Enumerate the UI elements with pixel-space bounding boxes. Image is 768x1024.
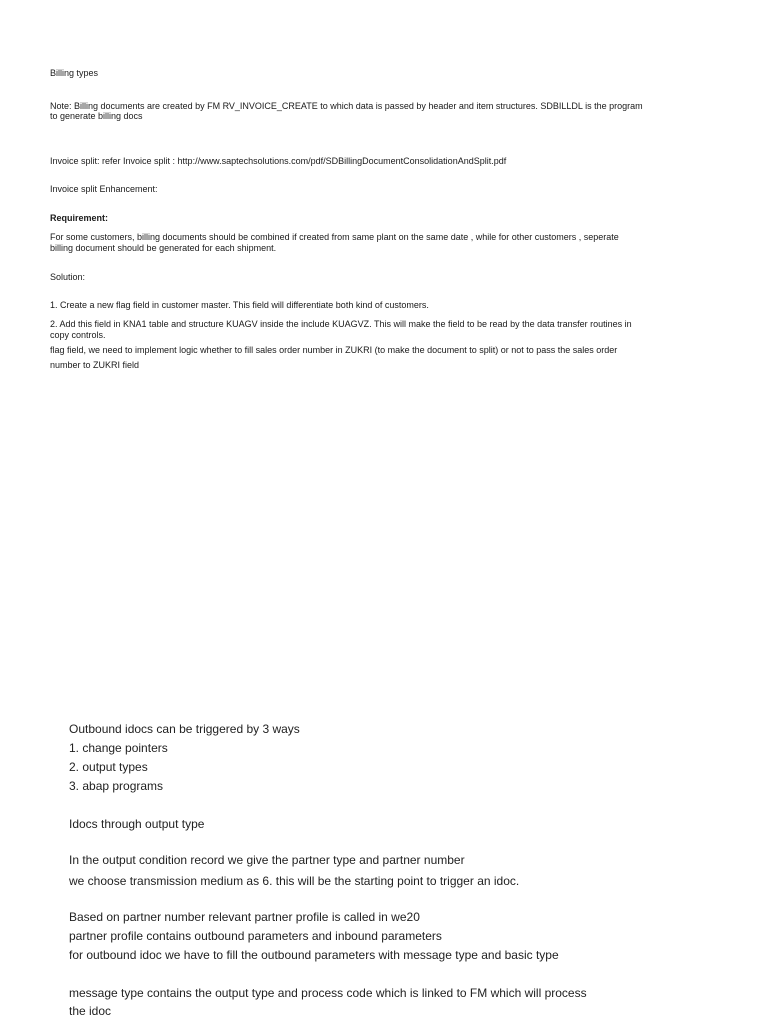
way-output-types: 2. output types	[69, 760, 148, 774]
outbound-idocs-intro: Outbound idocs can be triggered by 3 ways	[69, 722, 300, 736]
invoice-split-reference: Invoice split: refer Invoice split : http://www.saptechsolutions.com/pdf/SDBillingDocumentConsolidationAndSplit.pdf	[50, 156, 507, 166]
output-condition-record-line: In the output condition record we give the partner type and partner number	[69, 853, 465, 867]
note-line-1: Note: Billing documents are created by FM RV_INVOICE_CREATE to which data is passed by header and item structures. SDBILLDL is the program	[50, 101, 643, 111]
requirement-line-1: For some customers, billing documents should be combined if created from same plant on the same date , while for other customers , seperate	[50, 232, 619, 242]
requirement-heading: Requirement:	[50, 213, 109, 223]
clipped-text-line	[50, 345, 690, 356]
way-change-pointers: 1. change pointers	[69, 741, 168, 755]
partner-profile-line-1: Based on partner number relevant partner profile is called in we20	[69, 910, 420, 924]
solution-step-2-line-2: copy controls.	[50, 330, 106, 340]
solution-last-line: number to ZUKRI field	[50, 360, 140, 370]
clipped-text: flag field, we need to implement logic whether to fill sales order number in ZUKRI (to make the document to split) or not to pass the sales order	[50, 345, 618, 355]
solution-step-2-line-1: 2. Add this field in KNA1 table and structure KUAGV inside the include KUAGVZ. This will make the field to be read by the data transfer routines in	[50, 319, 632, 329]
invoice-split-enhancement: Invoice split Enhancement:	[50, 184, 158, 194]
idocs-output-type-heading: Idocs through output type	[69, 817, 205, 831]
requirement-line-2: billing document should be generated for each shipment.	[50, 243, 277, 253]
solution-step-1: 1. Create a new flag field in customer master. This field will differentiate both kind of customers.	[50, 300, 429, 310]
solution-heading: Solution:	[50, 272, 86, 282]
partner-profile-line-2: partner profile contains outbound parameters and inbound parameters	[69, 929, 442, 943]
way-abap-programs: 3. abap programs	[69, 779, 164, 793]
outbound-parameters-line: for outbound idoc we have to fill the outbound parameters with message type and basic type	[69, 948, 559, 962]
note-line-2: to generate billing docs	[50, 111, 143, 121]
message-type-line-1: message type contains the output type and process code which is linked to FM which will process	[69, 986, 587, 1000]
message-type-line-2: the idoc	[69, 1004, 112, 1018]
billing-types-title: Billing types	[50, 68, 99, 78]
transmission-medium-line: we choose transmission medium as 6. this will be the starting point to trigger an idoc.	[69, 874, 520, 888]
